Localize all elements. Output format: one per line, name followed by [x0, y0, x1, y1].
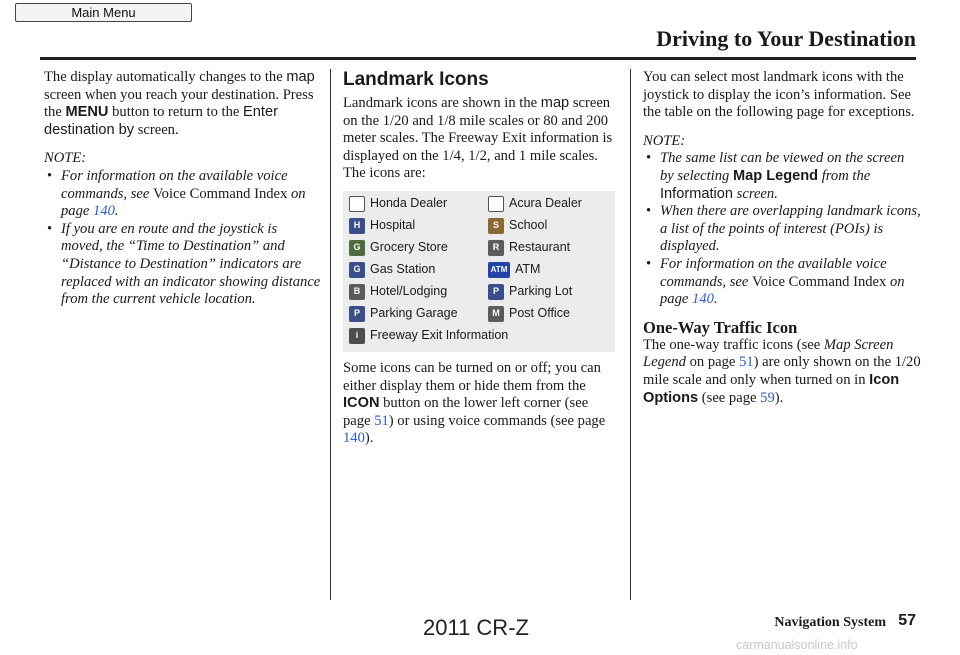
icon-toggle-paragraph: Some icons can be turned on or off; you can either display them or hide them from the ICON button on the lower left corner (see page 51) or using voice commands (see page 140).	[343, 359, 606, 447]
restaurant-icon: R	[488, 240, 504, 256]
left-column	[44, 69, 322, 309]
legend-item: H Hospital	[349, 216, 415, 236]
note-item: • The same list can be viewed on the screen by selecting Map Legend from the Information screen.	[643, 150, 921, 203]
footer-section-label: Navigation System	[774, 615, 886, 630]
page-title: Driving to Your Destination	[656, 26, 916, 51]
site-watermark: carmanualsonline.info	[736, 638, 858, 652]
honda-dealer-icon: H	[349, 196, 365, 212]
legend-item: R Restaurant	[488, 238, 570, 258]
one-way-traffic-heading: One-Way Traffic Icon	[643, 317, 798, 337]
note-item: • When there are overlapping landmark icons, a list of the points of interest (POIs) is displayed.	[643, 203, 921, 256]
parking-lot-icon: P	[488, 284, 504, 300]
gas-station-icon: G	[349, 262, 365, 278]
select-icons-paragraph: You can select most landmark icons with the joystick to display the icon’s information. See the table on the following page for exceptions.	[643, 69, 915, 121]
page-link[interactable]: 59	[760, 389, 775, 406]
page-number: 57	[898, 612, 916, 629]
page-link[interactable]: 140	[692, 291, 714, 308]
page-link[interactable]: 51	[739, 354, 754, 371]
legend-item: i Freeway Exit Information	[349, 326, 508, 346]
grocery-cart-icon: G	[349, 240, 365, 256]
school-icon: S	[488, 218, 504, 234]
legend-item: M Post Office	[488, 304, 570, 324]
right-column	[643, 69, 921, 407]
main-menu-button[interactable]: Main Menu	[15, 3, 192, 22]
intro-paragraph: The display automatically changes to the map screen when you reach your destination. Press the MENU button to return to the Enter destination by screen.	[44, 69, 315, 138]
legend-item: G Grocery Store	[349, 238, 448, 258]
note-list	[44, 168, 322, 309]
note-item: • If you are en route and the joystick is moved, the “Time to Destination” and “Distance to Destination” indicators are replaced with an indicator showing distance from the current vehicle location.	[44, 221, 322, 309]
acura-dealer-icon: A	[488, 196, 504, 212]
hospital-icon: H	[349, 218, 365, 234]
info-icon: i	[349, 328, 365, 344]
hotel-bed-icon: B	[349, 284, 365, 300]
note-list	[643, 150, 921, 308]
one-way-traffic-paragraph: The one-way traffic icons (see Map Screen Legend on page 51) are only shown on the 1/20 mile scale and only when turned on in Icon Options (see page 59).	[643, 336, 921, 406]
legend-item: ATM ATM	[488, 260, 540, 280]
legend-item: S School	[488, 216, 547, 236]
column-divider-1	[330, 69, 331, 600]
post-office-icon: M	[488, 306, 504, 322]
atm-icon: ATM	[488, 262, 510, 278]
note-item: • For information on the available voice commands, see Voice Command Index on page 140.	[44, 168, 322, 221]
column-divider-2	[630, 69, 631, 600]
model-watermark: 2011 CR-Z	[423, 615, 529, 640]
legend-item: A Acura Dealer	[488, 194, 582, 214]
note-item: • For information on the available voice commands, see Voice Command Index on page 140.	[643, 256, 921, 309]
page-link[interactable]: 140	[343, 430, 365, 447]
legend-item: P Parking Garage	[349, 304, 458, 324]
legend-item: H Honda Dealer	[349, 194, 447, 214]
title-divider	[40, 57, 916, 60]
legend-item: B Hotel/Lodging	[349, 282, 447, 302]
parking-garage-icon: P	[349, 306, 365, 322]
note-label: NOTE:	[44, 150, 87, 167]
landmark-icon-legend	[343, 191, 615, 352]
page-link[interactable]: 140	[93, 203, 115, 220]
landmark-intro-paragraph: Landmark icons are shown in the map screen on the 1/20 and 1/8 mile scales or 80 and 200 meter scales. The Freeway Exit information is displayed on the 1/4, 1/2, and 1 mile scales. The icons are:	[343, 95, 613, 182]
landmark-icons-heading: Landmark Icons	[343, 69, 489, 90]
legend-item: P Parking Lot	[488, 282, 572, 302]
note-label: NOTE:	[643, 132, 686, 149]
middle-column	[343, 69, 618, 448]
legend-item: G Gas Station	[349, 260, 435, 280]
page-link[interactable]: 51	[374, 412, 389, 429]
